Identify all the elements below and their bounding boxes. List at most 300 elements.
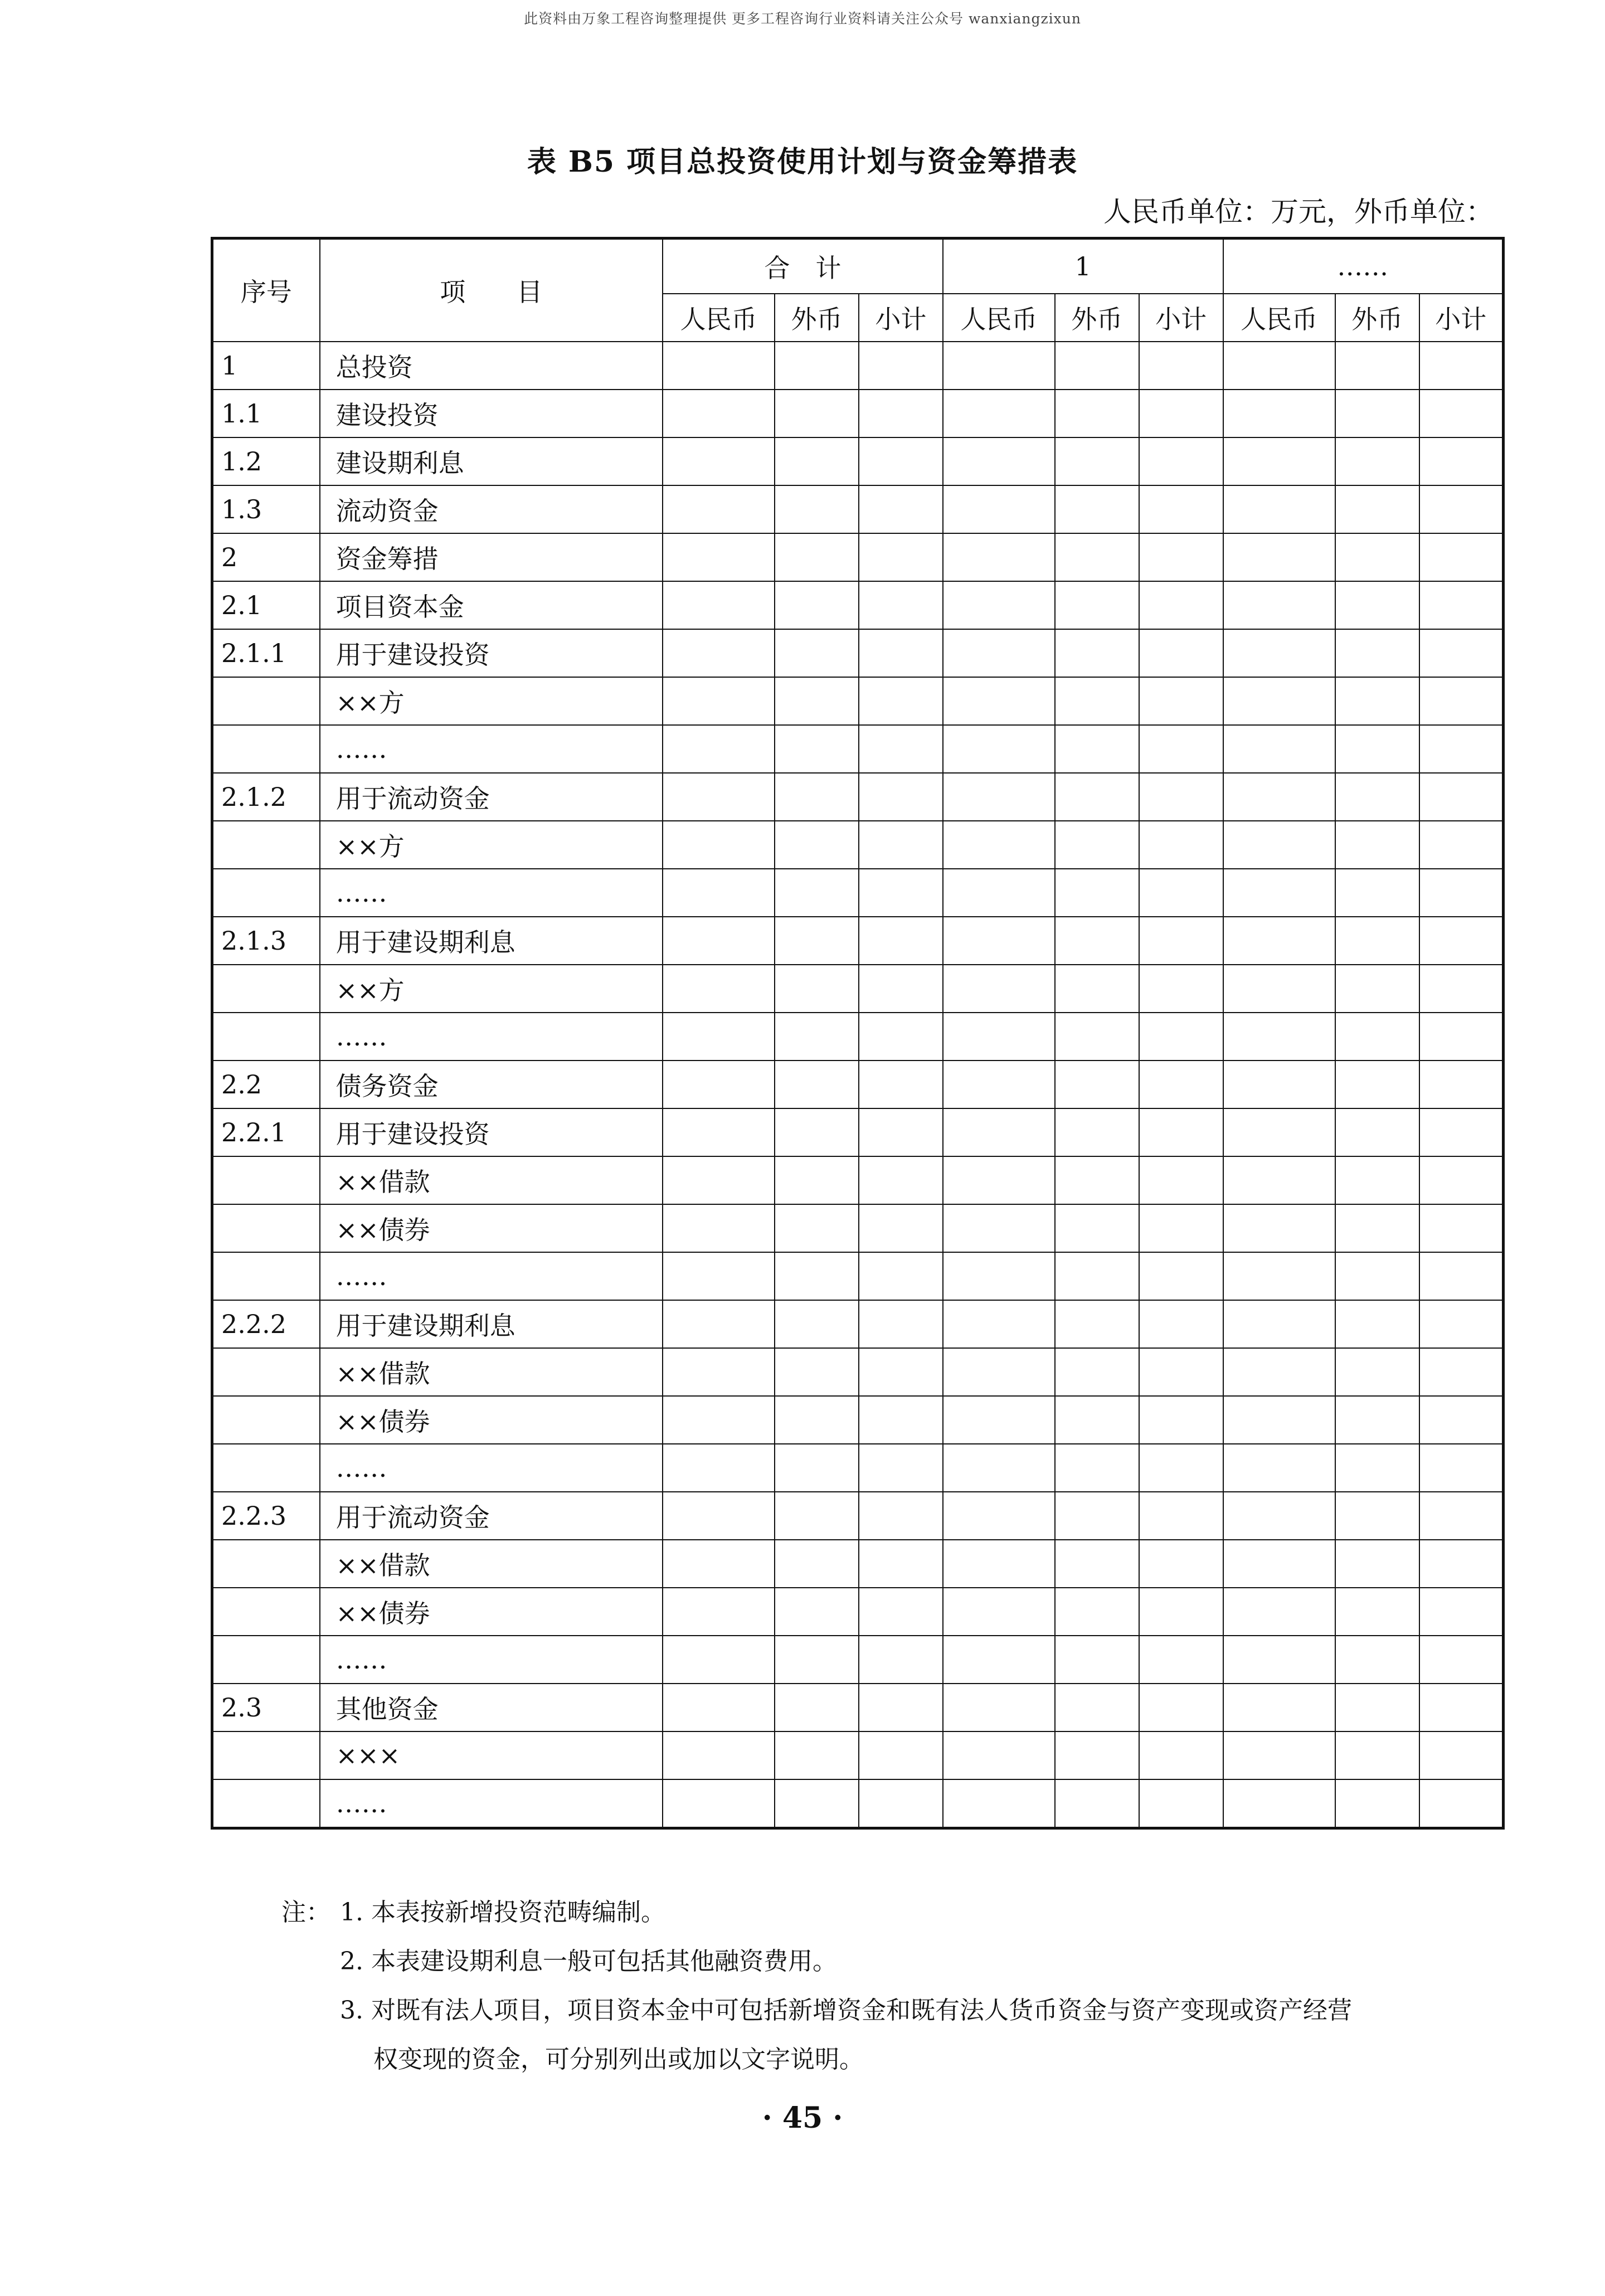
empty-cell — [1419, 1396, 1504, 1444]
page-number: · 45 · — [762, 2101, 843, 2135]
empty-cell — [1139, 1204, 1223, 1252]
empty-cell — [859, 1156, 943, 1204]
empty-cell — [1055, 1348, 1139, 1396]
table-row — [212, 342, 1504, 390]
empty-cell — [943, 1492, 1055, 1540]
empty-cell — [1055, 1731, 1139, 1779]
empty-cell — [943, 725, 1055, 773]
row-item: 建设期利息 — [320, 437, 663, 485]
empty-cell — [859, 917, 943, 965]
group-header-year-1: 1 — [943, 239, 1223, 294]
empty-cell — [663, 821, 775, 869]
empty-cell — [775, 1684, 859, 1731]
empty-cell — [1335, 1300, 1419, 1348]
empty-cell — [1055, 533, 1139, 581]
empty-cell — [859, 1061, 943, 1108]
row-seq: 2.1.3 — [212, 917, 320, 965]
empty-cell — [775, 1444, 859, 1492]
empty-cell — [943, 1252, 1055, 1300]
empty-cell — [663, 1540, 775, 1588]
empty-cell — [1223, 1444, 1335, 1492]
row-seq — [212, 1636, 320, 1684]
empty-cell — [1223, 437, 1335, 485]
empty-cell — [663, 1300, 775, 1348]
empty-cell — [1139, 1684, 1223, 1731]
note-text: 1. 本表按新增投资范畴编制。 — [340, 1898, 665, 1927]
empty-cell — [1139, 1444, 1223, 1492]
empty-cell — [1139, 773, 1223, 821]
empty-cell — [1419, 1588, 1504, 1636]
empty-cell — [1055, 1492, 1139, 1540]
group-header-total: 合 计 — [663, 239, 943, 294]
group-header-more: …… — [1223, 239, 1504, 294]
row-seq — [212, 1588, 320, 1636]
empty-cell — [943, 677, 1055, 725]
row-item: 用于建设投资 — [320, 1108, 663, 1156]
empty-cell — [943, 1013, 1055, 1061]
empty-cell — [1419, 533, 1504, 581]
empty-cell — [1223, 1348, 1335, 1396]
row-seq: 2.2 — [212, 1061, 320, 1108]
empty-cell — [859, 1252, 943, 1300]
empty-cell — [775, 1300, 859, 1348]
table-row — [212, 1684, 1504, 1731]
empty-cell — [1139, 965, 1223, 1013]
col-header-item: 项 目 — [320, 239, 663, 342]
empty-cell — [1335, 1061, 1419, 1108]
empty-cell — [1055, 821, 1139, 869]
empty-cell — [1419, 1348, 1504, 1396]
row-item: 用于建设期利息 — [320, 917, 663, 965]
empty-cell — [1139, 533, 1223, 581]
empty-cell — [775, 581, 859, 629]
empty-cell — [663, 485, 775, 533]
table-row — [212, 1396, 1504, 1444]
empty-cell — [1419, 773, 1504, 821]
row-seq: 1.1 — [212, 390, 320, 437]
empty-cell — [859, 485, 943, 533]
row-seq — [212, 677, 320, 725]
empty-cell — [1055, 1300, 1139, 1348]
empty-cell — [1223, 485, 1335, 533]
empty-cell — [943, 917, 1055, 965]
subheader-rmb: 人民币 — [663, 294, 775, 342]
table-row — [212, 1731, 1504, 1779]
subheader-rmb: 人民币 — [1223, 294, 1335, 342]
empty-cell — [1335, 1156, 1419, 1204]
table-row — [212, 1636, 1504, 1684]
empty-cell — [859, 965, 943, 1013]
table-title: 表 B5 项目总投资使用计划与资金筹措表 — [527, 145, 1078, 179]
row-item: 资金筹措 — [320, 533, 663, 581]
investment-table — [211, 237, 1505, 1830]
table-row — [212, 773, 1504, 821]
empty-cell — [1419, 1731, 1504, 1779]
empty-cell — [1223, 773, 1335, 821]
empty-cell — [775, 390, 859, 437]
empty-cell — [943, 965, 1055, 1013]
notes — [281, 1888, 1513, 2084]
empty-cell — [1223, 1492, 1335, 1540]
empty-cell — [1055, 869, 1139, 917]
empty-cell — [1419, 437, 1504, 485]
row-item: 其他资金 — [320, 1684, 663, 1731]
row-item: …… — [320, 725, 663, 773]
empty-cell — [1055, 1684, 1139, 1731]
empty-cell — [1139, 1348, 1223, 1396]
empty-cell — [1335, 1396, 1419, 1444]
empty-cell — [663, 1252, 775, 1300]
table-row — [212, 965, 1504, 1013]
empty-cell — [1419, 1156, 1504, 1204]
row-seq: 1.3 — [212, 485, 320, 533]
row-seq — [212, 725, 320, 773]
empty-cell — [775, 485, 859, 533]
empty-cell — [1335, 342, 1419, 390]
empty-cell — [943, 1588, 1055, 1636]
empty-cell — [775, 725, 859, 773]
empty-cell — [859, 1396, 943, 1444]
empty-cell — [859, 1540, 943, 1588]
row-item: ××借款 — [320, 1540, 663, 1588]
empty-cell — [859, 1636, 943, 1684]
empty-cell — [1139, 437, 1223, 485]
empty-cell — [775, 821, 859, 869]
empty-cell — [943, 1731, 1055, 1779]
empty-cell — [1223, 342, 1335, 390]
empty-cell — [1055, 917, 1139, 965]
table-row — [212, 1779, 1504, 1828]
empty-cell — [859, 773, 943, 821]
empty-cell — [859, 821, 943, 869]
empty-cell — [1139, 1588, 1223, 1636]
empty-cell — [1223, 821, 1335, 869]
table-row — [212, 869, 1504, 917]
empty-cell — [663, 917, 775, 965]
empty-cell — [1055, 342, 1139, 390]
empty-cell — [859, 1444, 943, 1492]
empty-cell — [1223, 390, 1335, 437]
table-row — [212, 1348, 1504, 1396]
empty-cell — [1335, 869, 1419, 917]
empty-cell — [943, 485, 1055, 533]
empty-cell — [1223, 629, 1335, 677]
empty-cell — [943, 533, 1055, 581]
empty-cell — [1335, 677, 1419, 725]
row-item: ××债券 — [320, 1204, 663, 1252]
empty-cell — [859, 869, 943, 917]
row-seq — [212, 1779, 320, 1828]
empty-cell — [1139, 821, 1223, 869]
row-item: 项目资本金 — [320, 581, 663, 629]
empty-cell — [775, 677, 859, 725]
empty-cell — [1335, 485, 1419, 533]
empty-cell — [775, 1396, 859, 1444]
empty-cell — [859, 629, 943, 677]
empty-cell — [1139, 1252, 1223, 1300]
row-item: ××方 — [320, 821, 663, 869]
empty-cell — [663, 1013, 775, 1061]
empty-cell — [859, 725, 943, 773]
row-seq — [212, 1540, 320, 1588]
empty-cell — [775, 1013, 859, 1061]
empty-cell — [1055, 1396, 1139, 1444]
empty-cell — [663, 677, 775, 725]
empty-cell — [1139, 1731, 1223, 1779]
empty-cell — [1139, 677, 1223, 725]
empty-cell — [859, 1204, 943, 1252]
empty-cell — [663, 342, 775, 390]
table-row — [212, 437, 1504, 485]
table-row — [212, 917, 1504, 965]
row-seq — [212, 821, 320, 869]
row-seq — [212, 1396, 320, 1444]
empty-cell — [943, 437, 1055, 485]
table-row — [212, 1013, 1504, 1061]
empty-cell — [1419, 390, 1504, 437]
row-item: …… — [320, 1779, 663, 1828]
empty-cell — [1055, 677, 1139, 725]
empty-cell — [943, 342, 1055, 390]
row-item: ××债券 — [320, 1588, 663, 1636]
empty-cell — [663, 773, 775, 821]
empty-cell — [1419, 821, 1504, 869]
empty-cell — [1139, 581, 1223, 629]
empty-cell — [1335, 533, 1419, 581]
empty-cell — [1223, 1779, 1335, 1828]
empty-cell — [1055, 1540, 1139, 1588]
row-item: …… — [320, 1013, 663, 1061]
empty-cell — [1139, 1108, 1223, 1156]
empty-cell — [775, 533, 859, 581]
row-item: 用于建设期利息 — [320, 1300, 663, 1348]
row-item: …… — [320, 1444, 663, 1492]
empty-cell — [1139, 1636, 1223, 1684]
empty-cell — [1055, 1779, 1139, 1828]
empty-cell — [859, 581, 943, 629]
row-seq — [212, 1204, 320, 1252]
col-header-seq: 序号 — [212, 239, 320, 342]
empty-cell — [1223, 869, 1335, 917]
row-item: 流动资金 — [320, 485, 663, 533]
empty-cell — [1335, 390, 1419, 437]
subheader-subtotal: 小计 — [1419, 294, 1504, 342]
empty-cell — [1223, 1396, 1335, 1444]
empty-cell — [775, 869, 859, 917]
empty-cell — [1335, 1492, 1419, 1540]
row-item: 总投资 — [320, 342, 663, 390]
empty-cell — [1335, 1444, 1419, 1492]
row-seq: 1 — [212, 342, 320, 390]
empty-cell — [1139, 1779, 1223, 1828]
empty-cell — [943, 581, 1055, 629]
empty-cell — [1055, 437, 1139, 485]
empty-cell — [943, 1684, 1055, 1731]
empty-cell — [775, 437, 859, 485]
table-row — [212, 581, 1504, 629]
table-row — [212, 1300, 1504, 1348]
empty-cell — [775, 1731, 859, 1779]
empty-cell — [1223, 581, 1335, 629]
empty-cell — [775, 1540, 859, 1588]
empty-cell — [859, 390, 943, 437]
empty-cell — [1223, 1204, 1335, 1252]
empty-cell — [1223, 1588, 1335, 1636]
empty-cell — [943, 1156, 1055, 1204]
empty-cell — [943, 1300, 1055, 1348]
empty-cell — [943, 629, 1055, 677]
empty-cell — [1419, 1252, 1504, 1300]
row-seq: 2.1.1 — [212, 629, 320, 677]
empty-cell — [1223, 1156, 1335, 1204]
empty-cell — [1419, 1492, 1504, 1540]
empty-cell — [1419, 725, 1504, 773]
empty-cell — [1139, 1013, 1223, 1061]
empty-cell — [859, 1013, 943, 1061]
empty-cell — [1055, 581, 1139, 629]
empty-cell — [775, 1252, 859, 1300]
empty-cell — [1055, 485, 1139, 533]
table-row — [212, 677, 1504, 725]
table-row — [212, 1540, 1504, 1588]
empty-cell — [1419, 1204, 1504, 1252]
empty-cell — [943, 773, 1055, 821]
subheader-subtotal: 小计 — [859, 294, 943, 342]
empty-cell — [1335, 1013, 1419, 1061]
note-continuation: 权变现的资金，可分别列出或加以文字说明。 — [373, 2045, 864, 2074]
empty-cell — [663, 1061, 775, 1108]
table-row — [212, 821, 1504, 869]
empty-cell — [1419, 1779, 1504, 1828]
empty-cell — [1223, 1013, 1335, 1061]
empty-cell — [859, 1108, 943, 1156]
empty-cell — [775, 629, 859, 677]
empty-cell — [1223, 1684, 1335, 1731]
empty-cell — [775, 1204, 859, 1252]
table-row — [212, 1252, 1504, 1300]
empty-cell — [1055, 629, 1139, 677]
empty-cell — [1055, 1013, 1139, 1061]
note-item — [281, 1937, 1513, 1986]
empty-cell — [1223, 1540, 1335, 1588]
table-row — [212, 390, 1504, 437]
empty-cell — [1335, 965, 1419, 1013]
empty-cell — [1419, 581, 1504, 629]
empty-cell — [1139, 485, 1223, 533]
empty-cell — [859, 1300, 943, 1348]
note-item — [281, 1986, 1513, 2035]
empty-cell — [859, 677, 943, 725]
note-item — [281, 1888, 1513, 1937]
empty-cell — [663, 1684, 775, 1731]
empty-cell — [775, 1348, 859, 1396]
empty-cell — [859, 1588, 943, 1636]
row-item: 用于流动资金 — [320, 773, 663, 821]
empty-cell — [663, 1779, 775, 1828]
empty-cell — [663, 1588, 775, 1636]
empty-cell — [859, 1492, 943, 1540]
empty-cell — [663, 1348, 775, 1396]
empty-cell — [1139, 1396, 1223, 1444]
table-row — [212, 1061, 1504, 1108]
empty-cell — [1223, 725, 1335, 773]
empty-cell — [1055, 1061, 1139, 1108]
empty-cell — [663, 1731, 775, 1779]
empty-cell — [943, 821, 1055, 869]
empty-cell — [663, 1636, 775, 1684]
table-row — [212, 629, 1504, 677]
empty-cell — [943, 1108, 1055, 1156]
currency-units: 人民币单位：万元，外币单位： — [1103, 196, 1494, 228]
empty-cell — [663, 965, 775, 1013]
empty-cell — [1335, 437, 1419, 485]
empty-cell — [1223, 533, 1335, 581]
empty-cell — [859, 342, 943, 390]
empty-cell — [1335, 1252, 1419, 1300]
empty-cell — [943, 869, 1055, 917]
empty-cell — [663, 1156, 775, 1204]
row-seq — [212, 1731, 320, 1779]
empty-cell — [1223, 1108, 1335, 1156]
empty-cell — [1335, 1731, 1419, 1779]
empty-cell — [663, 1396, 775, 1444]
table-row — [212, 725, 1504, 773]
empty-cell — [859, 1779, 943, 1828]
row-item: 建设投资 — [320, 390, 663, 437]
empty-cell — [1223, 677, 1335, 725]
subheader-subtotal: 小计 — [1139, 294, 1223, 342]
empty-cell — [1335, 1684, 1419, 1731]
empty-cell — [943, 1444, 1055, 1492]
row-item: ××借款 — [320, 1156, 663, 1204]
table-row — [212, 1204, 1504, 1252]
empty-cell — [1419, 1013, 1504, 1061]
empty-cell — [663, 1204, 775, 1252]
empty-cell — [1139, 1061, 1223, 1108]
empty-cell — [775, 1061, 859, 1108]
empty-cell — [663, 581, 775, 629]
empty-cell — [1055, 1252, 1139, 1300]
note-text: 2. 本表建设期利息一般可包括其他融资费用。 — [340, 1947, 837, 1976]
row-seq — [212, 1444, 320, 1492]
empty-cell — [1139, 917, 1223, 965]
empty-cell — [1055, 725, 1139, 773]
empty-cell — [1335, 725, 1419, 773]
empty-cell — [1335, 1108, 1419, 1156]
empty-cell — [663, 533, 775, 581]
empty-cell — [859, 437, 943, 485]
row-item: ××方 — [320, 965, 663, 1013]
empty-cell — [1335, 917, 1419, 965]
row-item: ××× — [320, 1731, 663, 1779]
empty-cell — [1419, 629, 1504, 677]
empty-cell — [1419, 342, 1504, 390]
empty-cell — [1139, 390, 1223, 437]
empty-cell — [1139, 342, 1223, 390]
row-item: …… — [320, 869, 663, 917]
row-seq: 1.2 — [212, 437, 320, 485]
empty-cell — [1139, 1540, 1223, 1588]
row-seq: 2.2.1 — [212, 1108, 320, 1156]
empty-cell — [943, 1061, 1055, 1108]
row-item: ××借款 — [320, 1348, 663, 1396]
empty-cell — [859, 1348, 943, 1396]
table-row — [212, 1492, 1504, 1540]
empty-cell — [1335, 821, 1419, 869]
subheader-foreign: 外币 — [1335, 294, 1419, 342]
empty-cell — [1139, 869, 1223, 917]
empty-cell — [1335, 1204, 1419, 1252]
